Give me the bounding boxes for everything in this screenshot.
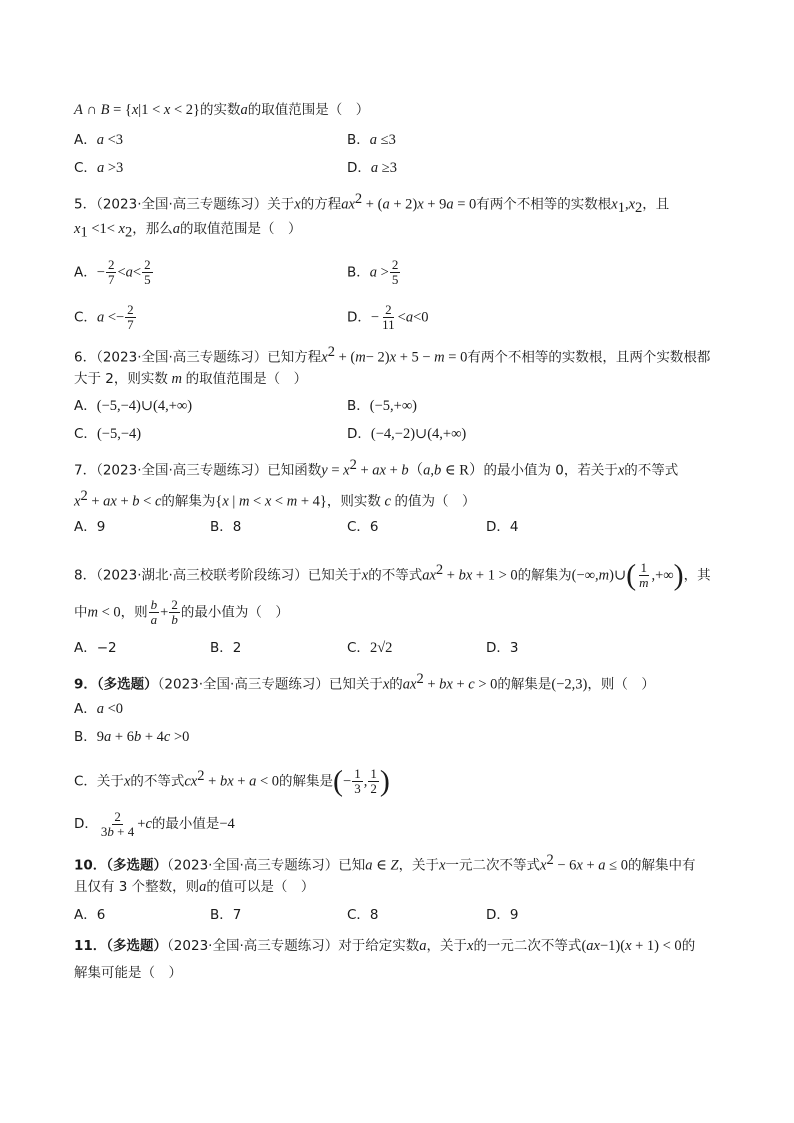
q10-stem-line2: 且仅有 3 个整数，则a的值可以是（ ） [74,879,315,895]
q9-option-a[interactable]: A．a <0 [74,701,124,717]
q8-option-c[interactable]: C．2√2 [347,640,393,656]
q6-option-d[interactable]: D．(−4,−2)∪(4,+∞) [347,426,467,442]
q9-option-d[interactable]: D． $\frac{2}{3b + 4}$ +c的最小值是−4 [74,808,235,839]
q8-option-b[interactable]: B．2 [210,640,242,656]
q4-stem-text: 的实数 [199,102,241,118]
q10-option-b[interactable]: B．7 [210,907,242,923]
q10-multi-choice-tag: （多选题） [106,857,168,874]
q10-stem-line1: 10．（多选题）（2023·全国·高三专题练习）已知a ∈ Z，关于x一元二次不等式$x^2 - 6x + a \le 0$的解集中有 [74,852,696,874]
q5-option-c[interactable]: C．a <− $\frac{2}{7}$ [74,302,134,332]
q8-option-d[interactable]: D．3 [486,640,519,656]
q6-option-a[interactable]: A．(−5,−4)∪(4,+∞) [74,398,193,414]
q7-option-a[interactable]: A．9 [74,519,106,535]
q10-option-d[interactable]: D．9 [486,907,519,923]
q6-option-b[interactable]: B．(−5,+∞) [347,398,417,414]
q5-stem-line1: 5．（2023·全国·高三专题练习）关于x的方程$ax^2 + (a + 2)x + 9a = 0$有两个不相等的实数根$x_1,x_2$，且 [74,191,670,217]
q6-stem-line1: 6．（2023·全国·高三专题练习）已知方程$x^2 + (m- 2)x + 5 - m = 0$有两个不相等的实数根，且两个实数根都 [74,344,711,366]
q6-stem-line2: 大于 2，则实数 m 的取值范围是（ ） [74,371,308,387]
q4-stem-end: 的取值范围是（ ） [247,102,370,118]
q8-stem-line2: 中m < 0，则 $\frac{b}{a}$ + $\frac{2}{b}$ 的最小值为（ ） [74,597,289,627]
q5-option-d[interactable]: D．− $\frac{2}{11}$ <a<0 [347,302,429,332]
q7-option-d[interactable]: D．4 [486,519,519,535]
q4-option-b[interactable]: B．a ≤3 [347,132,396,148]
q11-stem-line2: 解集可能是（ ） [74,965,182,981]
q4-option-c[interactable]: C．a >3 [74,160,124,176]
q6-option-c[interactable]: C．(−5,−4) [74,426,142,442]
q4-set-expr: A [74,102,83,118]
q4-stem-line: A ∩ B = {x|1 < x < 2}的实数a的取值范围是（ ） [74,102,370,118]
q7-stem-line2: $x^2$ + ax + b < c的解集为{x | m < x < m + 4}，则实数 c 的值为（ ） [74,488,476,510]
q9-multi-choice-tag: （多选题） [96,676,158,693]
q7-stem-line1: 7．（2023·全国·高三专题练习）已知函数$y = x^2$ + ax + b（a,b ∈ R）的最小值为 0，若关于x的不等式 [74,457,679,479]
q7-option-b[interactable]: B．8 [210,519,242,535]
q11-stem-line1: 11．（多选题）（2023·全国·高三专题练习）对于给定实数a，关于x的一元二次不等式(ax−1)(x + 1) < 0的 [74,938,696,954]
q9-option-c[interactable]: C．关于x的不等式$cx^2$ + bx + a < 0的解集是(− $\frac{1}{3}$ , $\frac{1}{2}$ ) [74,764,390,798]
q9-stem-line: 9．（多选题）（2023·全国·高三专题练习）已知关于x的$ax^2$ + bx + c > 0的解集是(−2,3)，则（ ） [74,671,655,693]
q4-option-d[interactable]: D．a ≥3 [347,160,397,176]
q4-option-a[interactable]: A．a <3 [74,132,124,148]
q5-source: （2023·全国·高三专题练习） [96,196,268,213]
q8-option-a[interactable]: A．−2 [74,640,117,656]
q5-option-a[interactable]: A．− $\frac{2}{7}$ <a< $\frac{2}{5}$ [74,257,151,287]
q10-option-a[interactable]: A．6 [74,907,106,923]
q5-number: 5． [74,196,97,213]
q10-option-c[interactable]: C．8 [347,907,379,923]
q9-option-b[interactable]: B．9a + 6b + 4c >0 [74,729,190,745]
q7-option-c[interactable]: C．6 [347,519,379,535]
q8-stem-line1: 8．（2023·湖北·高三校联考阶段练习）已知关于x的不等式$ax^2$ + bx + 1 > 0的解集为(−∞,m)∪( $\frac{1}{m}$ ,+∞)，其 [74,558,711,592]
q5-option-b[interactable]: B．a > $\frac{2}{5}$ [347,257,399,287]
q5-stem-line2: $x_1 <1< x_2$，那么a的取值范围是（ ） [74,221,302,241]
q11-multi-choice-tag: （多选题） [106,938,168,954]
